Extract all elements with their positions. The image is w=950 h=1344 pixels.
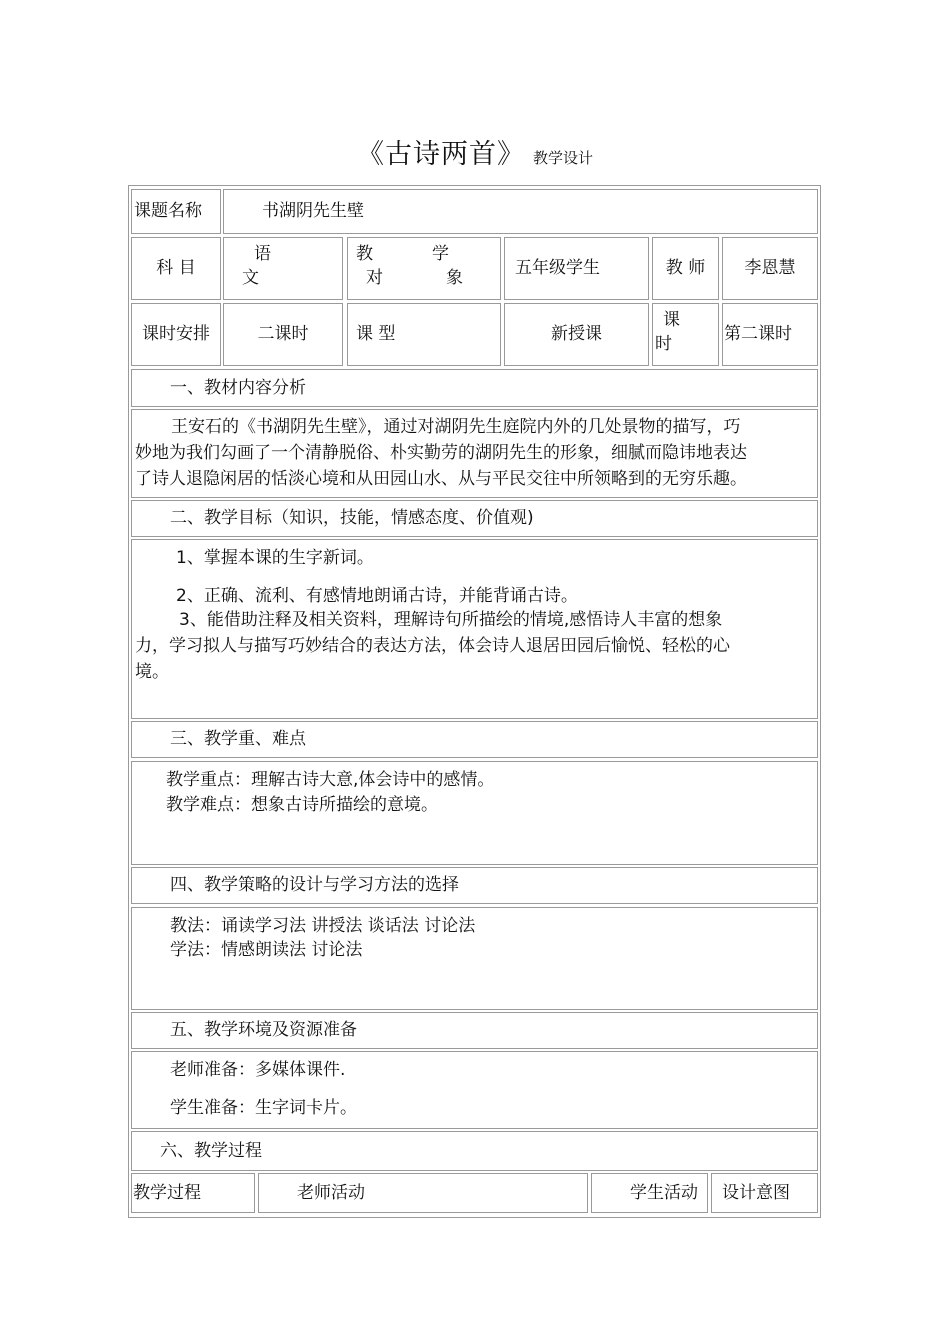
teacher-value: 李恩慧 [744,258,796,278]
type-value: 新授课 [551,324,602,344]
period-value: 第二课时 [724,324,792,344]
subject-value-cell [223,237,343,300]
period-value-cell [722,303,818,366]
audience-value-cell [504,237,649,300]
teacher-label-cell [652,237,719,300]
section-1-line-3: 了诗人退隐闲居的恬淡心境和从田园山水、从与平民交往中所领略到的无穷乐趣。 [135,469,747,489]
section-4-content-cell [131,907,818,1010]
teacher-value-cell [722,237,818,300]
subject-label-cell [131,237,221,300]
section-1-heading: 一、教材内容分析 [170,377,306,398]
section-5-heading: 五、教学环境及资源准备 [170,1020,357,1040]
section-5-content-cell [131,1051,818,1129]
section-3-content-cell [131,761,818,865]
key-point: 教学重点：理解古诗大意,体会诗中的感情。 [166,770,495,790]
section-4-heading: 四、教学策略的设计与学习方法的选择 [170,875,459,895]
title-main: 《古诗两首》 [356,139,525,170]
audience-label-3: 对 [366,268,383,288]
subject-label: 科 目 [156,258,196,278]
audience-label-2: 学 [432,244,449,264]
hours-value: 二课时 [257,324,309,344]
section-3-heading: 三、教学重、难点 [170,729,306,749]
type-label: 课 型 [356,324,396,344]
goal-2: 2、正确、流利、有感情地朗诵古诗，并能背诵古诗。 [176,586,578,606]
goal-3-line-2: 力，学习拟人与描写巧妙结合的表达方法，体会诗人退居田园后愉悦、轻松的心 [135,636,730,656]
section-1-content-cell [131,409,818,498]
process-header-teacher-label: 老师活动 [297,1182,365,1203]
section-6-heading-cell [131,1131,818,1171]
teaching-methods: 教法：诵读学习法 讲授法 谈话法 讨论法 [170,916,476,936]
document-title [0,132,950,171]
type-value-cell [504,303,649,366]
teacher-label: 教 师 [665,258,706,278]
section-1-line-1: 王安石的《书湖阴先生壁》，通过对湖阴先生庭院内外的几处景物的描写，巧 [171,417,741,437]
goal-3-line-1: 3、能借助注释及相关资料，理解诗句所描绘的情境,感悟诗人丰富的想象 [179,610,723,630]
teacher-preparation: 老师准备：多媒体课件. [170,1060,346,1080]
subject-value-2: 文 [242,268,259,288]
process-header-stage-label: 教学过程 [133,1182,201,1203]
period-label-2: 时 [655,334,672,354]
student-preparation: 学生准备：生字词卡片。 [170,1098,357,1118]
process-header-intent-label: 设计意图 [722,1182,790,1203]
goal-1: 1、掌握本课的生字新词。 [176,548,374,568]
topic-value: 书湖阴先生壁 [262,201,364,221]
section-3-heading-cell [131,721,818,758]
audience-label-4: 象 [446,268,463,288]
audience-value: 五年级学生 [515,258,600,278]
process-header-stage [131,1173,255,1213]
hours-value-cell [223,303,343,366]
learning-methods: 学法：情感朗读法 讨论法 [170,940,363,960]
section-4-heading-cell [131,867,818,904]
process-header-intent [711,1173,818,1213]
topic-value-cell [223,189,818,234]
period-label-cell [652,303,719,366]
section-1-heading-cell [131,369,818,407]
process-header-student-label: 学生活动 [630,1182,698,1203]
difficult-point: 教学难点：想象古诗所描绘的意境。 [166,795,438,815]
section-2-heading-cell [131,500,818,537]
title-subtitle: 教学设计 [532,149,593,167]
hours-label: 课时安排 [142,324,210,344]
process-header-teacher [258,1173,588,1213]
section-2-heading: 二、教学目标（知识，技能，情感态度、价值观) [170,508,534,528]
subject-value-1: 语 [254,244,271,264]
period-label-1: 课 [663,310,680,330]
topic-label-cell [131,189,221,234]
section-5-heading-cell [131,1012,818,1049]
goal-3-line-3: 境。 [135,662,169,682]
section-6-heading: 六、教学过程 [160,1140,262,1161]
section-2-content-cell [131,539,818,719]
audience-label-1: 教 [356,244,373,264]
audience-label-cell [347,237,501,300]
section-1-line-2: 妙地为我们勾画了一个清静脱俗、朴实勤劳的湖阴先生的形象，细腻而隐讳地表达 [135,443,747,463]
type-label-cell [347,303,501,366]
topic-label: 课题名称 [134,201,202,221]
process-header-student [591,1173,708,1213]
hours-label-cell [131,303,221,366]
